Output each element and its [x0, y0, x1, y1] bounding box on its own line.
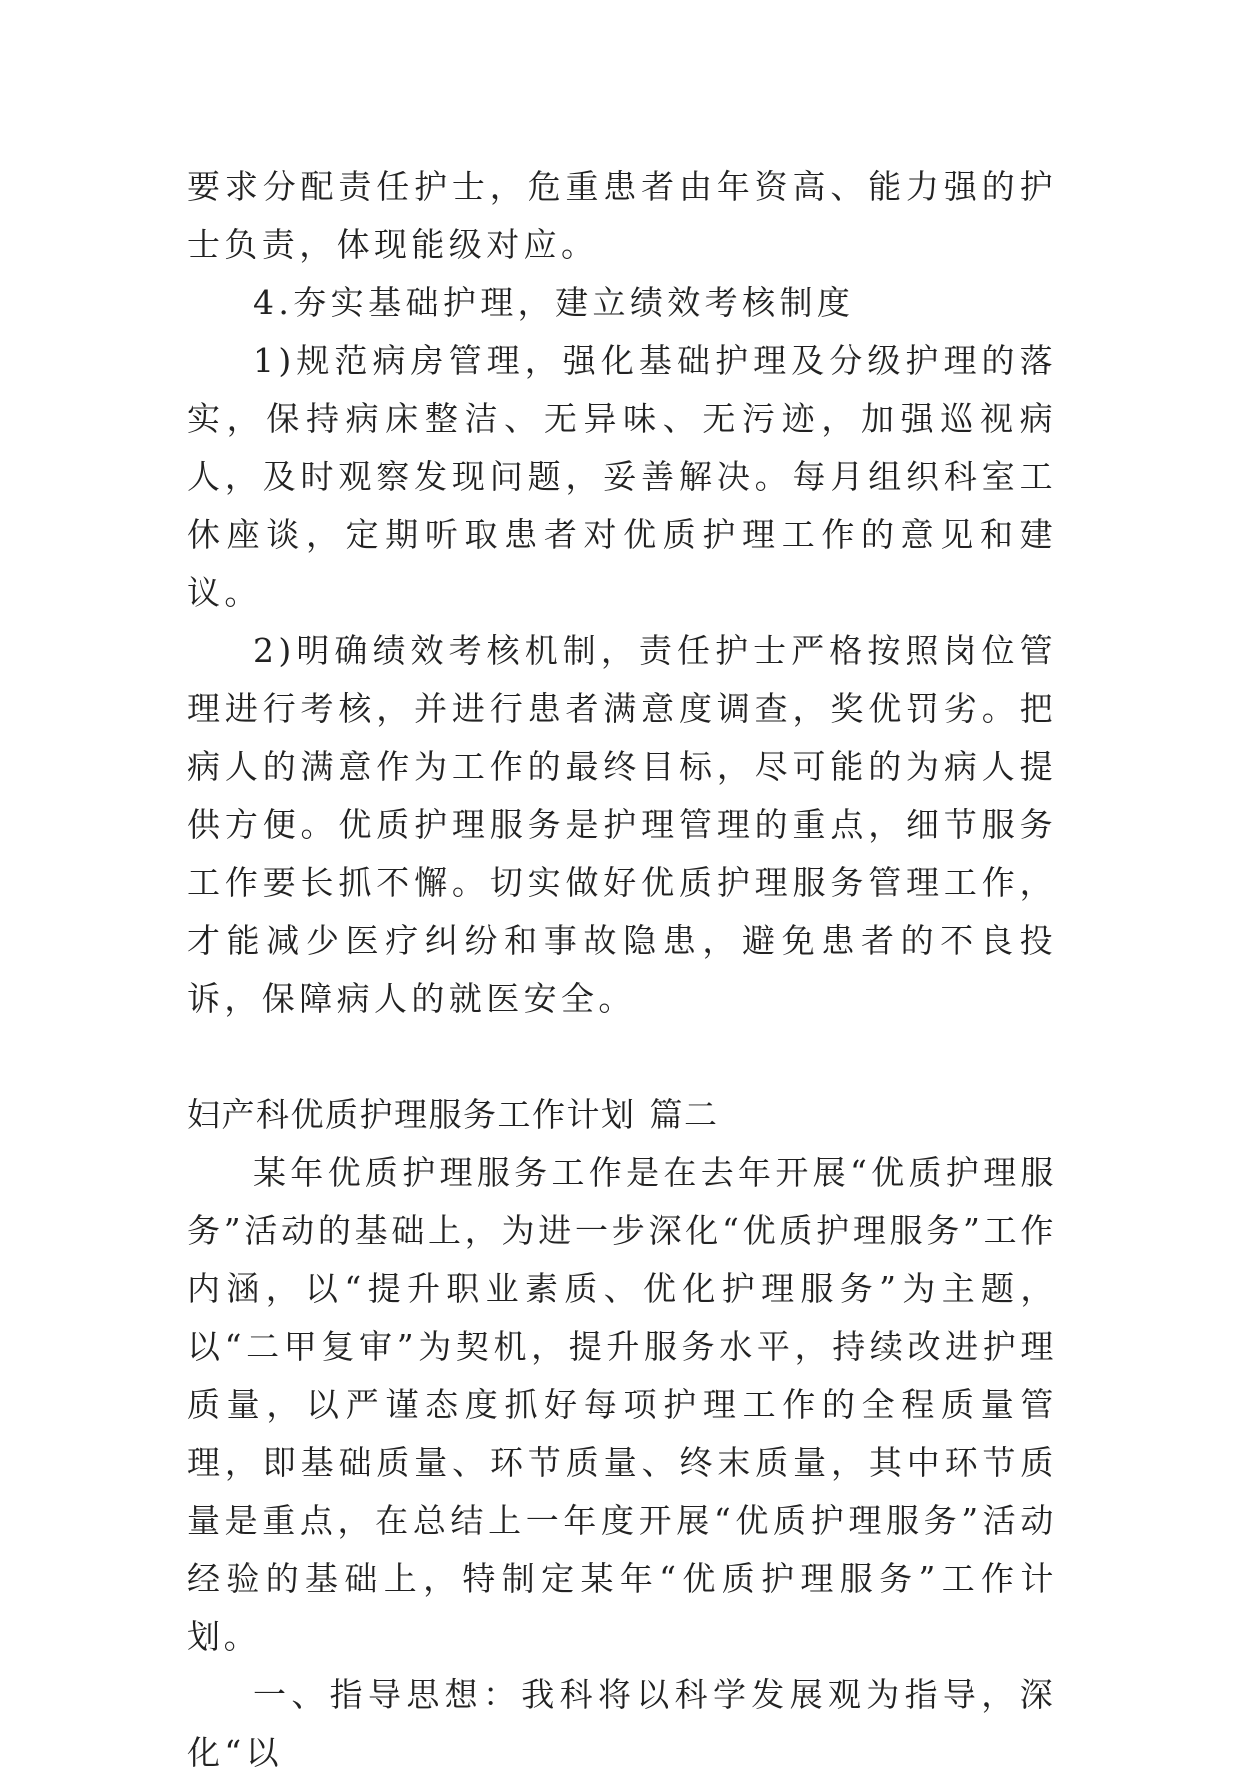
section-title-suffix: 篇二 [649, 1095, 719, 1134]
section-intro-paragraph: 某年优质护理服务工作是在去年开展“优质护理服务”活动的基础上，为进一步深化“优质护理服务”工作内涵，以“提升职业素质、优化护理服务”为主题，以“二甲复审”为契机，提升服务水平，持续改进护理质量，以严谨态度抓好每项护理工作的全程质量管理，即基础质量、环节质量、终末质量，其中环节质量是重点，在总结上一年度开展“优质护理服务”活动经验的基础上，特制定某年“优质护理服务”工作计划。 [187, 1153, 1057, 1656]
guiding-thought-paragraph: 一、指导思想：我科将以科学发展观为指导，深化“以 [187, 1675, 1057, 1772]
document-body [187, 158, 1057, 1782]
section-title-text: 妇产科优质护理服务工作计划 [187, 1095, 636, 1134]
section-title [187, 1086, 1057, 1144]
paragraph-item-1: 1)规范病房管理，强化基础护理及分级护理的落实，保持病床整洁、无异味、无污迹，加强巡视病人，及时观察发现问题，妥善解决。每月组织科室工休座谈，定期听取患者对优质护理工作的意见和建议。 [187, 341, 1057, 612]
paragraph-continuation: 要求分配责任护士，危重患者由年资高、能力强的护士负责，体现能级对应。 [187, 167, 1057, 264]
heading-item-4: 4.夯实基础护理，建立绩效考核制度 [253, 283, 855, 322]
paragraph-item-2: 2)明确绩效考核机制，责任护士严格按照岗位管理进行考核，并进行患者满意度调查，奖优罚劣。把病人的满意作为工作的最终目标，尽可能的为病人提供方便。优质护理服务是护理管理的重点，细节服务工作要长抓不懈。切实做好优质护理服务管理工作，才能减少医疗纠纷和事故隐患，避免患者的不良投诉，保障病人的就医安全。 [187, 631, 1057, 1018]
